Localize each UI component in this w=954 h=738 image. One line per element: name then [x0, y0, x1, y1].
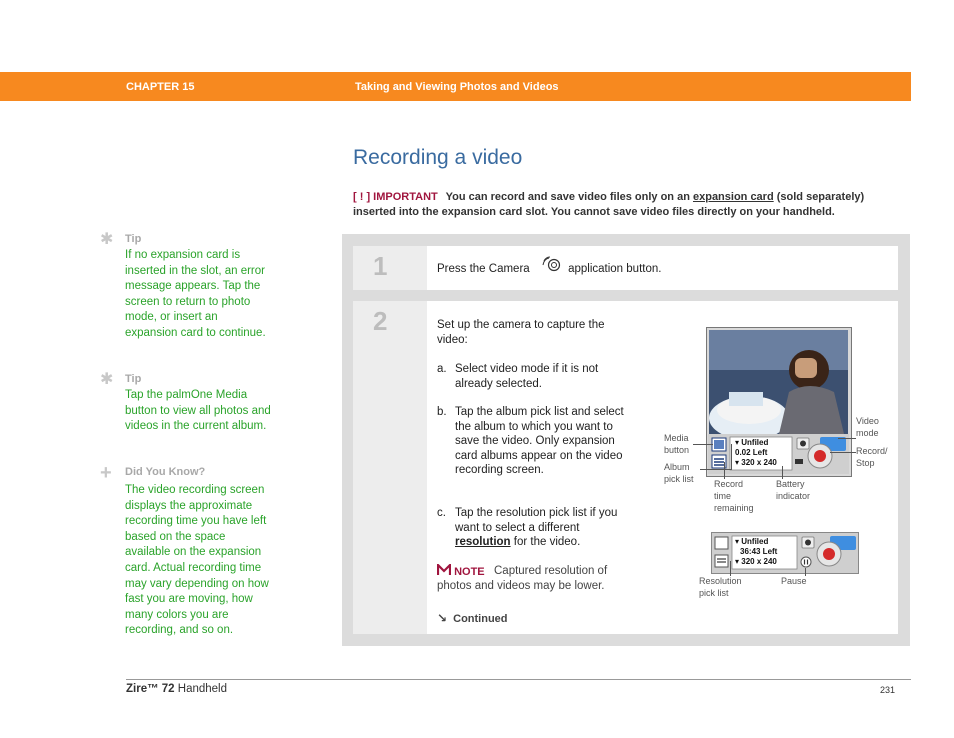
plus-icon: + — [100, 462, 112, 484]
album-value: Unfiled — [741, 438, 769, 447]
album-value-2: Unfiled — [741, 537, 769, 546]
step-2-number-cell — [353, 301, 427, 634]
battery-indicator-label: Battery indicator — [776, 479, 811, 501]
dropdown-triangle-icon: ▾ — [735, 438, 740, 447]
pause-leader — [805, 568, 806, 576]
resolution-value-2: 320 x 240 — [741, 557, 777, 566]
media-button-leader — [693, 444, 713, 445]
resolution-pick-list[interactable] — [735, 458, 777, 468]
album-list-leader-vertical — [731, 444, 732, 470]
step-2b-text: Tap the album pick list and select the album to which you want to save the video. Only expansion card albums appear on the video recording screen. — [455, 406, 624, 477]
step-2b-marker: b. — [437, 406, 447, 418]
note-label: NOTE — [437, 564, 485, 578]
important-text-before: You can record and save video files only on an — [445, 191, 693, 203]
control-bar — [708, 434, 849, 474]
tip-asterisk-icon: ✱ — [100, 371, 114, 388]
chapter-title: Taking and Viewing Photos and Videos — [355, 81, 559, 93]
resolution-pick-list-label: Resolution pick list — [699, 576, 742, 598]
control-bar-graphic — [708, 434, 849, 474]
step-1-text-after: application button. — [568, 263, 662, 275]
step-2a-marker: a. — [437, 363, 447, 375]
footer-rule — [126, 679, 911, 680]
arrow-down-right-icon: ↘ — [437, 611, 448, 625]
expansion-card-link[interactable]: expansion card — [692, 191, 774, 203]
chapter-label: CHAPTER 15 — [126, 81, 195, 93]
step-2c-text — [455, 506, 627, 550]
pause-label: Pause — [781, 576, 807, 586]
step-1-text-before: Press the Camera — [437, 263, 530, 275]
tip-body: Tap the palmOne Media button to view all photos and videos in the current album. — [125, 389, 271, 433]
important-text-after: (sold separately) inserted into the expansion card slot. You cannot save video files directly on your handheld. — [353, 191, 865, 218]
record-time-label: Record time remaining — [714, 479, 754, 513]
important-icon: [ ! ] — [353, 191, 371, 203]
dropdown-triangle-icon: ▾ — [735, 458, 740, 467]
record-stop-leader — [830, 452, 856, 453]
page-number: 231 — [880, 685, 896, 695]
battery-leader — [782, 466, 783, 479]
paused-control-bar-graphic — [712, 533, 858, 573]
record-time-remaining: 0.02 Left — [735, 448, 768, 457]
step-2c-text-after: for the video. — [510, 536, 581, 549]
step-1-number-cell — [353, 246, 427, 290]
video-mode-label: Video mode — [856, 416, 879, 438]
tip-asterisk-icon: ✱ — [100, 231, 114, 248]
continued-link[interactable]: ↘ Continued — [437, 611, 508, 625]
step-2a-text: Select video mode if it is not already selected. — [455, 363, 599, 390]
paused-recording-screen — [711, 532, 859, 574]
step-2c-text-before: Tap the resolution pick list if you want to select a different — [455, 507, 618, 534]
dropdown-triangle-icon: ▾ — [735, 557, 740, 566]
record-time-remaining-2: 36:43 Left — [740, 547, 778, 556]
viewfinder-photo — [709, 330, 848, 434]
album-pick-list-2[interactable] — [735, 537, 768, 547]
album-list-leader — [700, 469, 731, 470]
tip-heading: Tip — [125, 373, 142, 385]
album-pick-list[interactable] — [735, 438, 768, 448]
record-stop-label: Record/ Stop — [856, 446, 888, 468]
resolution-link[interactable]: resolution — [455, 536, 511, 549]
viewfinder-image — [709, 330, 848, 434]
step-2c-marker: c. — [437, 507, 446, 519]
important-label: IMPORTANT — [373, 191, 438, 203]
record-time-leader — [724, 462, 725, 479]
media-button-label: Media button — [664, 433, 690, 455]
footer-product: Zire™ 72 Handheld — [126, 683, 228, 695]
page-title: Recording a video — [353, 146, 523, 169]
dropdown-triangle-icon: ▾ — [735, 537, 740, 546]
step-1-number: 1 — [373, 251, 388, 281]
album-pick-list-label: Album pick list — [664, 462, 694, 484]
resolution-value: 320 x 240 — [741, 458, 777, 467]
step-2-intro: Set up the camera to capture the video: — [437, 319, 605, 346]
tip-body: If no expansion card is inserted in the slot, an error message appears. Tap the screen to return to photo mode, or insert an expansion card to continue. — [125, 249, 266, 339]
important-notice — [353, 190, 909, 220]
step-2-number: 2 — [373, 306, 388, 336]
note-text: Captured resolution of photos and videos may be lower. — [437, 565, 608, 592]
resolution-pick-list-2[interactable] — [735, 557, 777, 567]
did-you-know-heading: Did You Know? — [125, 466, 206, 478]
resolution-leader — [730, 561, 731, 576]
tip-heading: Tip — [125, 233, 142, 245]
video-mode-leader — [838, 438, 856, 439]
camera-icon — [542, 255, 564, 273]
did-you-know-body: The video recording screen displays the approximate recording time you have left based on the space available on the expansion card. Actual recording time may vary depending on how fast you are moving, how many colors you are recording, and so on. — [125, 484, 269, 637]
